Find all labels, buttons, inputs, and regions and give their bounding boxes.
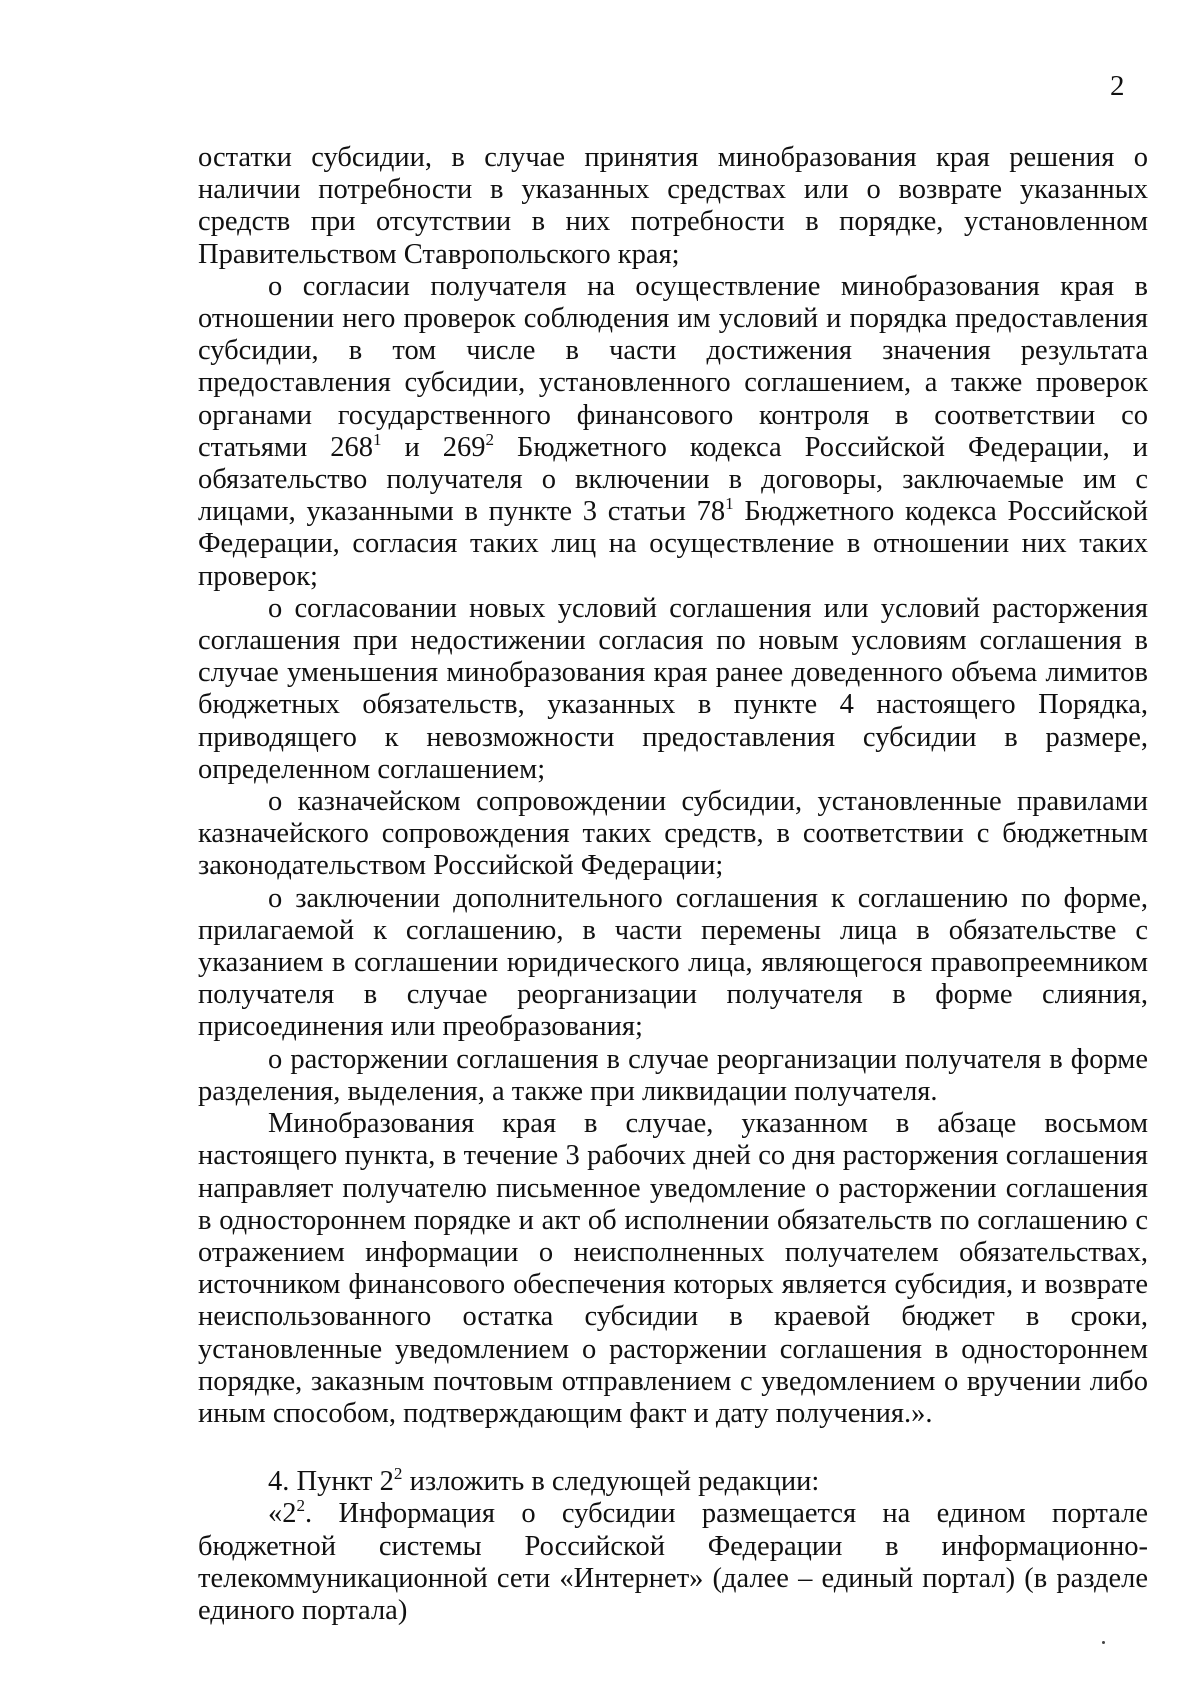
page-number: 2	[1110, 70, 1125, 102]
paragraph-3: о согласовании новых условий соглашения или условий расторжения соглашения при недостижении согласия по новым условиям соглашения в случае уменьшения минобразования края ранее доведенного объема лимитов бюджетных обязательств, указанных в пункте 4 настоящего Порядка, приводящего к невозможности предоставления субсидии в размере, определенном соглашением;	[198, 592, 1148, 785]
paragraph-5: о заключении дополнительного соглашения к соглашению по форме, прилагаемой к соглашению, в части перемены лица в обязательстве с указанием в соглашении юридического лица, являющегося правопреемником получателя в случае реорганизации получателя в форме слияния, присоединения или преобразования;	[198, 882, 1148, 1043]
scan-speck	[1102, 1641, 1105, 1644]
paragraph-4: о казначейском сопровождении субсидии, установленные правилами казначейского сопровождения таких средств, в соответствии с бюджетным законодательством Российской Федерации;	[198, 786, 1148, 882]
paragraph-2: о согласии получателя на осуществление минобразования края в отношении него проверок соблюдения им условий и порядка предоставления субсидии, в том числе в части достижения значения результата предоставления субсидии, установленного соглашением, а также проверок органами государственного финансового контроля в соответствии со статьями $268^1$ и $269^2$ Бюджетного кодекса Российской Федерации, и обязательство получателя о включении в договоры, заключаемые им с лицами, указанными в пункте 3 статьи $78^1$ Бюджетного кодекса Российской Федерации, согласия таких лиц на осуществление в отношении них таких проверок;	[198, 270, 1149, 592]
paragraph-1: остатки субсидии, в случае принятия минобразования края решения о наличии потребности в указанных средствах или о возврате указанных средств при отсутствии в них потребности в порядке, установленном Правительством Ставропольского края;	[198, 142, 1148, 270]
paragraph-7: Минобразования края в случае, указанном в абзаце восьмом настоящего пункта, в течение 3 рабочих дней со дня расторжения соглашения направляет получателю письменное уведомление о расторжении соглашения в одностороннем порядке и акт об исполнении обязательств по соглашению с отражением информации о неисполненных получателем обязательствах, источником финансового обеспечения которых является субсидия, и возврате неиспользованного остатка субсидии в краевой бюджет в сроки, установленные уведомлением о расторжении соглашения в одностороннем порядке, заказным почтовым отправлением с уведомлением о вручении либо иным способом, подтверждающим факт и дату получения.».	[198, 1108, 1148, 1429]
document-body	[198, 142, 1148, 1627]
paragraph-6: о расторжении соглашения в случае реорганизации получателя в форме разделения, выделения, а также при ликвидации получателя.	[198, 1043, 1148, 1107]
paragraph-8: 4. Пункт $2^2$ изложить в следующей редакции:	[268, 1464, 820, 1498]
paragraph-9: «$2^2$. Информация о субсидии размещается на едином портале бюджетной системы Российской Федерации в информационно-телекоммуникационной сети «Интернет» (далее – единый портал) (в разделе единого портала)	[198, 1496, 1148, 1626]
